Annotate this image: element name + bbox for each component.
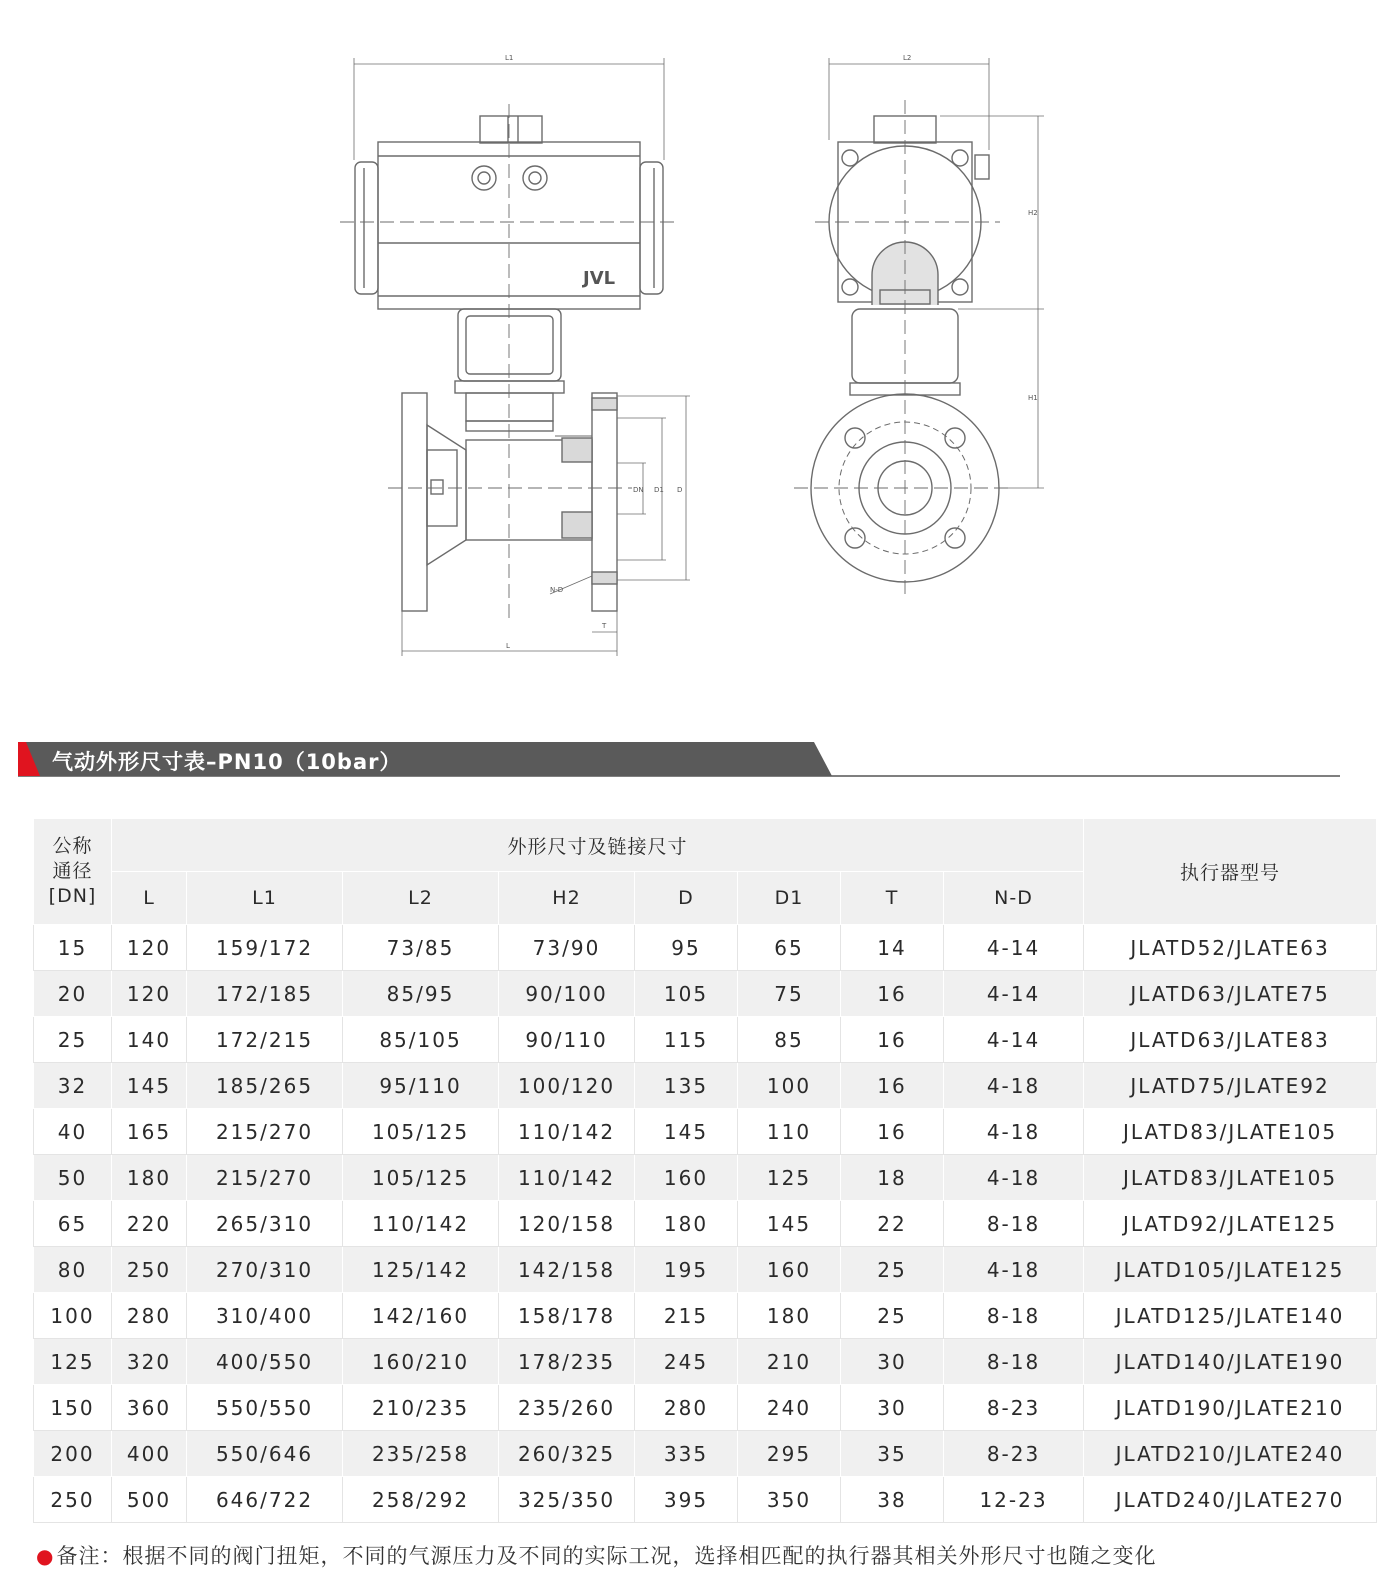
cell-d: 95 <box>635 925 738 971</box>
cell-d1: 75 <box>738 971 841 1017</box>
cell-d1: 160 <box>738 1247 841 1293</box>
cell-dn: 150 <box>34 1385 112 1431</box>
brand-logo: JVL <box>583 268 616 289</box>
cell-t: 16 <box>841 1109 944 1155</box>
cell-nd: 12-23 <box>944 1477 1084 1523</box>
cell-t: 14 <box>841 925 944 971</box>
cell-l1: 550/550 <box>187 1385 343 1431</box>
cell-dn: 25 <box>34 1017 112 1063</box>
cell-l: 180 <box>112 1155 187 1201</box>
cell-actuator: JLATD83/JLATE105 <box>1084 1155 1377 1201</box>
cell-h2: 90/110 <box>499 1017 635 1063</box>
cell-actuator: JLATD63/JLATE75 <box>1084 971 1377 1017</box>
cell-l1: 215/270 <box>187 1109 343 1155</box>
cell-actuator: JLATD240/JLATE270 <box>1084 1477 1377 1523</box>
cell-l: 145 <box>112 1063 187 1109</box>
cell-nd: 4-14 <box>944 971 1084 1017</box>
cell-t: 16 <box>841 1063 944 1109</box>
cell-dn: 32 <box>34 1063 112 1109</box>
header-l2: L2 <box>343 872 499 925</box>
cell-dn: 65 <box>34 1201 112 1247</box>
cell-l: 400 <box>112 1431 187 1477</box>
section-title: 气动外形尺寸表–PN10（10bar） <box>52 750 402 774</box>
cell-h2: 120/158 <box>499 1201 635 1247</box>
cell-dn: 80 <box>34 1247 112 1293</box>
table-row <box>34 1293 1377 1339</box>
cell-d: 245 <box>635 1339 738 1385</box>
cell-dn: 125 <box>34 1339 112 1385</box>
cell-l1: 172/185 <box>187 971 343 1017</box>
cell-l1: 310/400 <box>187 1293 343 1339</box>
dim-label-h1: H1 <box>1028 394 1038 402</box>
cell-l1: 270/310 <box>187 1247 343 1293</box>
cell-nd: 8-18 <box>944 1339 1084 1385</box>
cell-dn: 40 <box>34 1109 112 1155</box>
cell-dn: 100 <box>34 1293 112 1339</box>
cell-d1: 210 <box>738 1339 841 1385</box>
cell-d: 395 <box>635 1477 738 1523</box>
cell-l2: 125/142 <box>343 1247 499 1293</box>
cell-actuator: JLATD92/JLATE125 <box>1084 1201 1377 1247</box>
cell-d: 115 <box>635 1017 738 1063</box>
header-h2: H2 <box>499 872 635 925</box>
cell-t: 30 <box>841 1385 944 1431</box>
cell-nd: 4-14 <box>944 1017 1084 1063</box>
cell-l: 360 <box>112 1385 187 1431</box>
cell-h2: 178/235 <box>499 1339 635 1385</box>
cell-actuator: JLATD190/JLATE210 <box>1084 1385 1377 1431</box>
cell-h2: 100/120 <box>499 1063 635 1109</box>
cell-actuator: JLATD125/JLATE140 <box>1084 1293 1377 1339</box>
cell-l1: 646/722 <box>187 1477 343 1523</box>
header-d: D <box>635 872 738 925</box>
cell-actuator: JLATD83/JLATE105 <box>1084 1109 1377 1155</box>
header-dn-text: 公称 通径 [DN] <box>48 835 97 907</box>
cell-nd: 4-18 <box>944 1063 1084 1109</box>
cell-l: 120 <box>112 971 187 1017</box>
cell-h2: 158/178 <box>499 1293 635 1339</box>
cell-dn: 20 <box>34 971 112 1017</box>
cell-d1: 295 <box>738 1431 841 1477</box>
dim-label-l1: L1 <box>505 54 514 62</box>
cell-t: 25 <box>841 1247 944 1293</box>
table-row <box>34 1339 1377 1385</box>
cell-t: 16 <box>841 971 944 1017</box>
dim-label-d1: D1 <box>654 486 664 494</box>
cell-l2: 160/210 <box>343 1339 499 1385</box>
cell-l1: 185/265 <box>187 1063 343 1109</box>
header-actuator: 执行器型号 <box>1084 819 1377 925</box>
cell-h2: 110/142 <box>499 1109 635 1155</box>
cell-d: 135 <box>635 1063 738 1109</box>
cell-d: 195 <box>635 1247 738 1293</box>
cell-l1: 265/310 <box>187 1201 343 1247</box>
cell-t: 35 <box>841 1431 944 1477</box>
bullet-icon: ● <box>36 1544 55 1568</box>
cell-actuator: JLATD52/JLATE63 <box>1084 925 1377 971</box>
cell-t: 22 <box>841 1201 944 1247</box>
table-row <box>34 1063 1377 1109</box>
cell-d: 145 <box>635 1109 738 1155</box>
table-row <box>34 925 1377 971</box>
dim-label-l: L <box>506 642 510 650</box>
cell-l2: 142/160 <box>343 1293 499 1339</box>
cell-dn: 200 <box>34 1431 112 1477</box>
dim-label-nd: N-D <box>550 586 564 594</box>
cell-dn: 15 <box>34 925 112 971</box>
dim-label-h2: H2 <box>1028 209 1038 217</box>
cell-l1: 400/550 <box>187 1339 343 1385</box>
table-row <box>34 1477 1377 1523</box>
cell-l: 220 <box>112 1201 187 1247</box>
table-row <box>34 1247 1377 1293</box>
cell-h2: 90/100 <box>499 971 635 1017</box>
cell-l1: 215/270 <box>187 1155 343 1201</box>
table-row <box>34 1017 1377 1063</box>
cell-l2: 210/235 <box>343 1385 499 1431</box>
cell-l1: 550/646 <box>187 1431 343 1477</box>
valve-technical-drawing <box>0 0 1390 700</box>
cell-dn: 50 <box>34 1155 112 1201</box>
table-row <box>34 1155 1377 1201</box>
cell-nd: 4-18 <box>944 1247 1084 1293</box>
header-t: T <box>841 872 944 925</box>
cell-l: 140 <box>112 1017 187 1063</box>
cell-l: 165 <box>112 1109 187 1155</box>
cell-l: 320 <box>112 1339 187 1385</box>
header-l: L <box>112 872 187 925</box>
cell-nd: 4-18 <box>944 1155 1084 1201</box>
footnote-text: 备注：根据不同的阀门扭矩，不同的气源压力及不同的实际工况，选择相匹配的执行器其相关外形尺寸也随之变化 <box>56 1544 1157 1568</box>
table-row <box>34 971 1377 1017</box>
table-row <box>34 1201 1377 1247</box>
cell-d1: 65 <box>738 925 841 971</box>
cell-t: 30 <box>841 1339 944 1385</box>
cell-nd: 8-23 <box>944 1385 1084 1431</box>
cell-d: 180 <box>635 1201 738 1247</box>
cell-l: 280 <box>112 1293 187 1339</box>
cell-h2: 110/142 <box>499 1155 635 1201</box>
cell-l2: 73/85 <box>343 925 499 971</box>
table-row <box>34 1385 1377 1431</box>
cell-l1: 172/215 <box>187 1017 343 1063</box>
header-d1: D1 <box>738 872 841 925</box>
header-group: 外形尺寸及链接尺寸 <box>112 819 1084 872</box>
table-row <box>34 1431 1377 1477</box>
cell-h2: 142/158 <box>499 1247 635 1293</box>
cell-l: 120 <box>112 925 187 971</box>
cell-t: 25 <box>841 1293 944 1339</box>
dim-label-d: D <box>677 486 683 494</box>
cell-d: 105 <box>635 971 738 1017</box>
cell-h2: 260/325 <box>499 1431 635 1477</box>
cell-l2: 110/142 <box>343 1201 499 1247</box>
cell-d1: 110 <box>738 1109 841 1155</box>
header-nd: N-D <box>944 872 1084 925</box>
cell-d: 215 <box>635 1293 738 1339</box>
cell-d: 280 <box>635 1385 738 1431</box>
cell-d1: 180 <box>738 1293 841 1339</box>
cell-l2: 95/110 <box>343 1063 499 1109</box>
header-dn <box>34 819 112 925</box>
dim-label-t: T <box>602 622 607 630</box>
dim-label-l2: L2 <box>903 54 912 62</box>
cell-t: 38 <box>841 1477 944 1523</box>
cell-d: 335 <box>635 1431 738 1477</box>
cell-l2: 85/105 <box>343 1017 499 1063</box>
cell-h2: 325/350 <box>499 1477 635 1523</box>
cell-l2: 105/125 <box>343 1109 499 1155</box>
cell-actuator: JLATD105/JLATE125 <box>1084 1247 1377 1293</box>
cell-l: 500 <box>112 1477 187 1523</box>
cell-l: 250 <box>112 1247 187 1293</box>
cell-nd: 4-14 <box>944 925 1084 971</box>
dimension-table <box>33 818 1377 1523</box>
cell-d1: 240 <box>738 1385 841 1431</box>
cell-t: 18 <box>841 1155 944 1201</box>
cell-actuator: JLATD140/JLATE190 <box>1084 1339 1377 1385</box>
cell-l2: 258/292 <box>343 1477 499 1523</box>
cell-t: 16 <box>841 1017 944 1063</box>
cell-nd: 8-18 <box>944 1293 1084 1339</box>
table-row <box>34 1109 1377 1155</box>
cell-d1: 125 <box>738 1155 841 1201</box>
cell-l2: 235/258 <box>343 1431 499 1477</box>
cell-h2: 235/260 <box>499 1385 635 1431</box>
cell-h2: 73/90 <box>499 925 635 971</box>
header-l1: L1 <box>187 872 343 925</box>
cell-l2: 105/125 <box>343 1155 499 1201</box>
cell-dn: 250 <box>34 1477 112 1523</box>
cell-actuator: JLATD210/JLATE240 <box>1084 1431 1377 1477</box>
cell-d: 160 <box>635 1155 738 1201</box>
cell-d1: 85 <box>738 1017 841 1063</box>
cell-actuator: JLATD75/JLATE92 <box>1084 1063 1377 1109</box>
cell-actuator: JLATD63/JLATE83 <box>1084 1017 1377 1063</box>
cell-nd: 8-23 <box>944 1431 1084 1477</box>
cell-l2: 85/95 <box>343 971 499 1017</box>
cell-nd: 8-18 <box>944 1201 1084 1247</box>
cell-l1: 159/172 <box>187 925 343 971</box>
dim-label-dn: DN <box>633 486 644 494</box>
cell-d1: 100 <box>738 1063 841 1109</box>
footnote <box>36 1540 1156 1570</box>
cell-nd: 4-18 <box>944 1109 1084 1155</box>
cell-d1: 350 <box>738 1477 841 1523</box>
cell-d1: 145 <box>738 1201 841 1247</box>
